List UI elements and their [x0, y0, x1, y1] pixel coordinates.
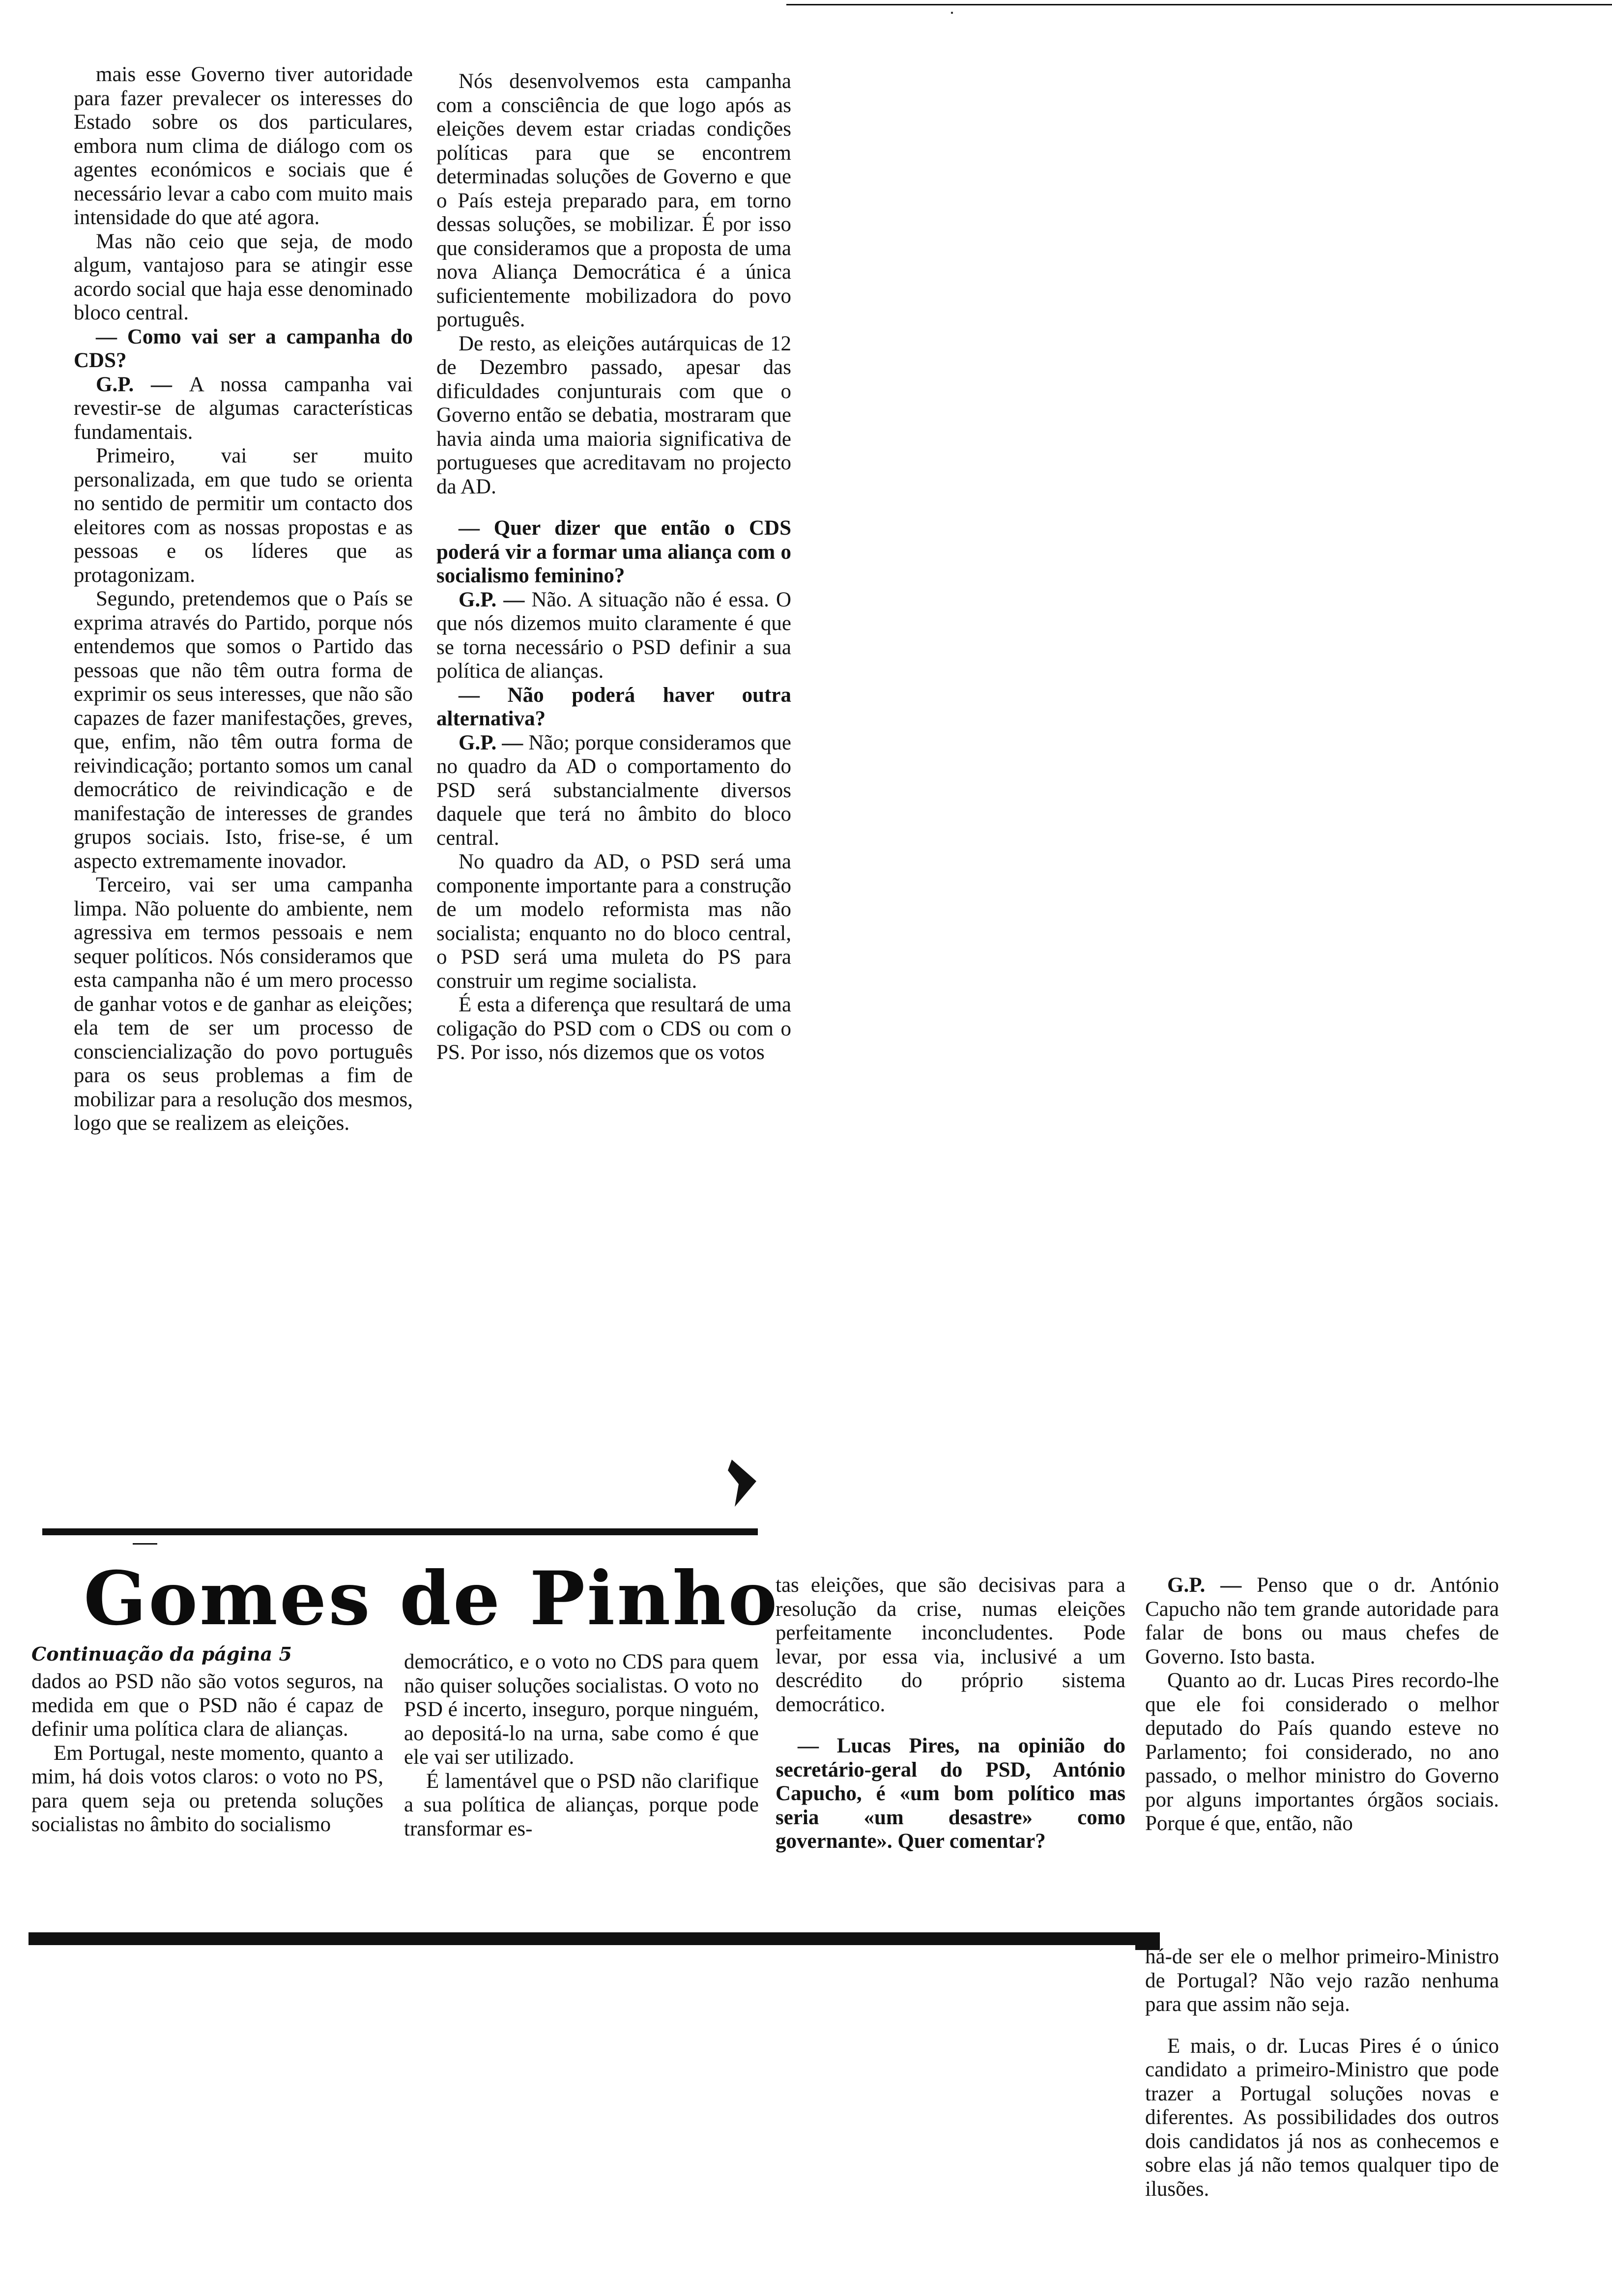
article-paragraph	[1145, 2035, 1499, 2202]
paragraph-text: E mais, o dr. Lucas Pires é o único candidato a primeiro-Ministro que pode trazer a Portugal soluções novas e diferentes. As possibilidades dos outros dois candidatos já nos as conhecemos e sobre elas já não temos qualquer tipo de ilusões.	[1145, 2034, 1499, 2201]
section-divider-thin	[133, 1543, 157, 1545]
article-paragraph	[436, 993, 791, 1065]
continue-arrow-icon	[725, 1456, 759, 1510]
paragraph-text: É lamentável que o PSD não clarifique a sua política de alianças, porque pode transformar es-	[404, 1769, 759, 1840]
paragraph-text: dados ao PSD não são votos seguros, na medida em que o PSD não é capaz de definir uma política clara de alianças.	[31, 1670, 383, 1741]
article-paragraph	[74, 587, 413, 873]
article-paragraph	[1145, 1574, 1499, 1669]
paragraph-text: Não; porque consideramos que no quadro da AD o comportamento do PSD será substancialmente diversos daquele que terá no âmbito do bloco central.	[436, 731, 792, 850]
paragraph-text: No quadro da AD, o PSD será uma componente importante para a construção de um modelo reformista mas não socialista; enquanto no do bloco central, o PSD será uma muleta do PS para construir um regime socialista.	[436, 850, 791, 993]
paragraph-text: Mas não ceio que seja, de modo algum, vantajoso para se atingir esse acordo social que haja esse denominado bloco central.	[74, 230, 413, 324]
interview-question: — Quer dizer que então o CDS poderá vir a formar uma aliança com o socialismo feminino?	[436, 517, 791, 587]
paragraph-text: mais esse Governo tiver autoridade para fazer prevalecer os interesses do Estado sobre os dos particulares, embora num clima de diálogo com os agentes económicos e sociais que é necessário levar a cabo com muito mais intensidade do que até agora.	[74, 63, 413, 229]
article-paragraph	[776, 1574, 1125, 1717]
section-divider-rule	[42, 1528, 758, 1535]
article-paragraph	[74, 230, 413, 325]
speaker-initials: G.P. —	[96, 373, 189, 396]
paragraph-text: democrático, e o voto no CDS para quem não quiser soluções socialistas. O voto no PSD é incerto, inseguro, porque ninguém, ao depositá-lo na urna, sabe como é que ele vai ser utilizado.	[404, 1650, 759, 1769]
paragraph-text: Segundo, pretendemos que o País se exprima através do Partido, porque nós entendemos que somos o Partido das pessoas que não têm outra forma de exprimir os seus interesses, que não são capazes de fazer manifestações, greves, que, enfim, não têm outra forma de reivindicação; portanto somos um canal democrático de reivindicação e de manifestação de interesses de grandes grupos sociais. Isto, frise-se, é um aspecto extremamente inovador.	[74, 587, 413, 873]
article-paragraph	[1145, 1945, 1499, 2017]
top-article-column-1	[74, 63, 413, 1136]
paragraph-text: Nós desenvolvemos esta campanha com a consciência de que logo após as eleições devem estar criadas condições políticas para que se encontrem determinadas soluções de Governo e que o País esteja preparado para, em torno dessas soluções, se mobilizar. É por isso que consideramos que a proposta de uma nova Aliança Democrática é a única suficientemente mobilizadora do povo português.	[436, 70, 791, 331]
paragraph-text: De resto, as eleições autárquicas de 12 de Dezembro passado, apesar das dificuldades conjunturais com que o Governo então se debatia, mostraram que havia ainda uma maioria significativa de portugueses que acreditavam no projecto da AD.	[436, 332, 791, 498]
article-paragraph	[436, 332, 791, 499]
headline: Gomes de Pinho	[84, 1555, 779, 1642]
paragraph-text: Penso que o dr. António Capucho não tem grande autoridade para falar de bons ou maus chefes de Governo. Isto basta.	[1145, 1574, 1499, 1668]
bottom-divider-rule	[29, 1932, 1139, 1945]
continuation-column-3	[776, 1574, 1125, 1854]
article-paragraph	[436, 731, 791, 851]
article-paragraph	[436, 588, 791, 684]
article-paragraph	[1145, 1669, 1499, 1836]
continuation-label: Continuação da página 5	[31, 1643, 292, 1665]
continuation-column-1	[31, 1670, 383, 1837]
paragraph-text: Primeiro, vai ser muito personalizada, em que tudo se orienta no sentido de permitir um contacto dos eleitores com as nossas propostas e as pessoas e os líderes que as protagonizam.	[74, 444, 413, 587]
continuation-column-2	[404, 1650, 759, 1841]
article-paragraph	[404, 1650, 759, 1770]
paragraph-text: tas eleições, que são decisivas para a resolução da crise, numas eleições perfeitamente inconcludentes. Pode levar, por essa via, inclusivé a um descrédito do próprio sistema democrático.	[776, 1574, 1125, 1716]
article-paragraph	[74, 444, 413, 587]
speaker-initials: G.P. —	[1167, 1574, 1257, 1597]
article-paragraph	[74, 373, 413, 445]
paragraph-text: há-de ser ele o melhor primeiro-Ministro de Portugal? Não vejo razão nenhuma para que assim não seja.	[1145, 1945, 1499, 2016]
speaker-initials: G.P. —	[459, 731, 529, 754]
speaker-initials: G.P. —	[459, 588, 532, 611]
paragraph-text: A nossa campanha vai revestir-se de algumas características fundamentais.	[74, 373, 413, 444]
article-paragraph	[74, 873, 413, 1136]
paragraph-text: Quanto ao dr. Lucas Pires recordo-lhe que ele foi considerado o melhor deputado do País quando esteve no Parlamento; foi considerado, no ano passado, o melhor ministro do Governo por alguns importantes órgãos sociais. Porque é que, então, não	[1145, 1669, 1499, 1835]
paragraph-text: Não. A situação não é essa. O que nós dizemos muito claramente é que se torna necessário o PSD definir a sua política de alianças.	[436, 588, 791, 683]
top-border-rule	[786, 4, 1612, 5]
article-paragraph	[436, 850, 791, 993]
paragraph-text: Em Portugal, neste momento, quanto a mim, há dois votos claros: o voto no PS, para quem seja ou pretenda soluções socialistas no âmbito do socialismo	[31, 1741, 383, 1836]
article-paragraph	[74, 63, 413, 230]
interview-question: — Lucas Pires, na opinião do secretário-geral do PSD, António Capucho, é «um bom político mas seria «um desastre» como governante». Quer comentar?	[776, 1734, 1125, 1853]
article-paragraph	[436, 70, 791, 332]
article-paragraph	[31, 1742, 383, 1837]
paragraph-text: É esta a diferença que resultará de uma coligação do PSD com o CDS ou com o PS. Por isso, nós dizemos que os votos	[436, 993, 791, 1064]
continuation-column-4-lower	[1145, 1945, 1499, 2201]
top-article-column-2	[436, 70, 791, 1065]
article-paragraph	[404, 1770, 759, 1841]
interview-question: — Não poderá haver outra alternativa?	[436, 683, 791, 730]
continuation-column-4	[1145, 1574, 1499, 1836]
paragraph-text: Terceiro, vai ser uma campanha limpa. Não poluente do ambiente, nem agressiva em termos pessoais e nem sequer políticos. Nós consideramos que esta campanha não é um mero processo de ganhar votos e de ganhar as eleições; ela tem de ser um processo de consciencialização do povo português para os seus problemas a fim de mobilizar para a resolução dos mesmos, logo que se realizem as eleições.	[74, 873, 413, 1135]
interview-question: — Como vai ser a campanha do CDS?	[74, 325, 413, 372]
article-paragraph	[31, 1670, 383, 1742]
ink-speck	[951, 12, 953, 14]
